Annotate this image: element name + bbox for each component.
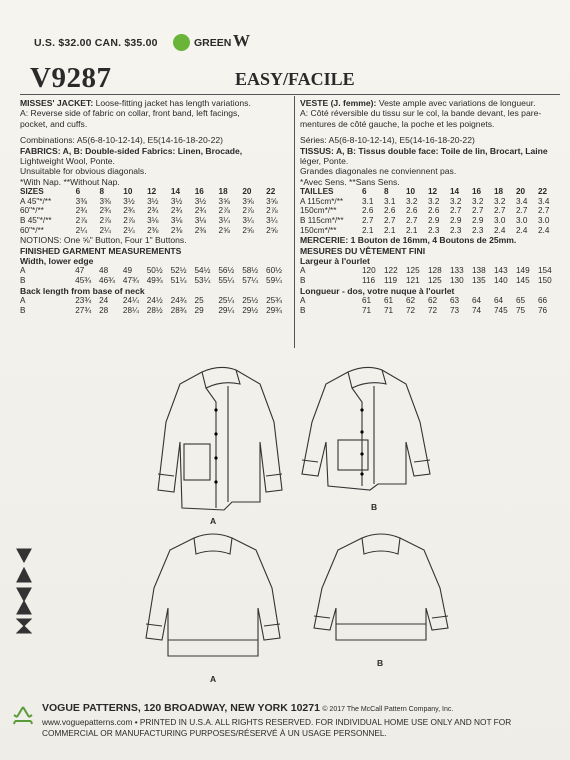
table-cell: 2⅝ (266, 225, 278, 235)
table-cell: 3.2 (494, 196, 506, 206)
fr-finished-heading: MESURES DU VÊTEMENT FINI (300, 245, 426, 256)
table-cell: 29½ (242, 305, 259, 315)
table-cell: 27¾ (75, 305, 92, 315)
column-divider (294, 96, 295, 348)
table-cell: 2.4 (538, 225, 550, 235)
cutting-symbols-icon (14, 546, 34, 636)
table-cell: 24¾ (170, 296, 187, 306)
en-back-heading: Back length from base of neck (20, 285, 145, 296)
table-cell: 2.7 (472, 206, 484, 216)
table-cell: 29¾ (266, 305, 282, 315)
table-cell: 58½ (242, 266, 259, 276)
table-row (20, 197, 290, 207)
table-cell: 3.2 (472, 196, 484, 206)
table-cell: 2.3 (428, 225, 440, 235)
table-cell: 149 (516, 266, 530, 276)
fr-desc3: mentures de côté gauche, la poche et les poignets. (300, 118, 495, 129)
table-cell: 59¼ (266, 276, 282, 286)
table-row (20, 226, 290, 236)
fr-width-table (300, 266, 560, 285)
fr-unsuitable: Grandes diagonales ne conviennent pas. (300, 166, 457, 177)
table-cell: 16 (194, 187, 204, 197)
row-label: 60"*/** (20, 225, 44, 235)
table-cell: 10 (406, 187, 416, 197)
table-cell: 2.9 (428, 216, 440, 226)
table-cell: 2.4 (494, 225, 506, 235)
table-cell: 50½ (146, 266, 163, 276)
table-cell: 66 (538, 296, 548, 306)
table-cell: 25¾ (266, 296, 282, 306)
table-cell: 3⅝ (242, 196, 254, 206)
table-cell: 3.2 (428, 196, 440, 206)
fr-back-table (300, 296, 560, 315)
table-cell: 2.1 (384, 225, 396, 235)
table-row (20, 206, 290, 216)
en-title: MISSES' JACKET: (20, 98, 94, 108)
en-desc2: A: Reverse side of fabric on collar, front band, left facings, (20, 108, 240, 119)
en-combos: Combinations: A5(6-8-10-12-14), E5(14-16-18-20-22) (20, 135, 224, 146)
table-cell: 61 (384, 296, 394, 306)
table-cell: 2⅞ (99, 216, 111, 226)
table-cell: 6 (362, 187, 367, 197)
table-cell: 14 (170, 187, 180, 197)
table-row (20, 276, 290, 286)
table-row (20, 306, 290, 316)
table-cell: 2.7 (384, 216, 396, 226)
table-cell: 2¾ (75, 206, 88, 216)
row-label: A 45"*/** (20, 196, 52, 206)
table-cell: 745 (494, 305, 508, 315)
table-cell: 25½ (242, 296, 259, 306)
header-divider (20, 94, 560, 95)
table-cell: 2.7 (450, 206, 462, 216)
table-cell: 2¼ (99, 225, 111, 235)
table-header-row (20, 187, 290, 197)
view-a-back-illustration (138, 528, 288, 668)
en-desc1: Loose-fitting jacket has length variations. (95, 98, 251, 108)
table-cell: 25 (194, 296, 204, 306)
table-cell: 3.0 (516, 216, 528, 226)
english-column (20, 98, 290, 315)
row-label: B (300, 276, 306, 286)
row-label: B 45"*/** (20, 216, 52, 226)
table-cell: 71 (362, 305, 372, 315)
table-cell: 3⅛ (170, 216, 183, 226)
footer-line-1 (42, 703, 453, 716)
fr-nap: *Avec Sens. **Sans Sens. (300, 176, 400, 187)
table-cell: 62 (406, 296, 416, 306)
table-cell: 12 (147, 187, 157, 197)
table-cell: 72 (428, 305, 438, 315)
table-cell: 49¾ (146, 276, 163, 286)
row-label: A (300, 266, 306, 276)
table-cell: 73 (450, 305, 460, 315)
table-row (300, 276, 560, 286)
price-label: U.S. $32.00 CAN. $35.00 (34, 37, 158, 49)
table-cell: 55¼ (218, 276, 235, 286)
table-cell: 133 (450, 266, 464, 276)
row-label: 60"*/** (20, 206, 44, 216)
table-cell: 2.9 (472, 216, 484, 226)
table-cell: 2¾ (170, 206, 183, 216)
table-cell: 130 (450, 276, 464, 286)
en-fabrics2: Lightweight Wool, Ponte. (20, 156, 115, 167)
view-b-label-1: B (371, 502, 378, 512)
table-cell: 3⅜ (99, 196, 111, 206)
table-row (300, 206, 560, 216)
color-letter: W (233, 31, 250, 50)
table-cell: 150 (538, 276, 552, 286)
table-row (20, 266, 290, 276)
table-cell: 3.4 (538, 196, 550, 206)
table-cell: 3⅜ (75, 196, 88, 206)
table-cell: 29 (194, 305, 204, 315)
table-cell: 154 (538, 266, 552, 276)
row-label: A 115cm*/** (300, 196, 344, 206)
table-cell: 62 (428, 296, 438, 306)
en-fabrics: FABRICS: A, B: Double-sided Fabrics: Linen, Brocade, (20, 145, 243, 156)
table-cell: 2⅜ (194, 225, 207, 235)
table-cell: 16 (472, 187, 482, 197)
table-cell: 3.2 (450, 196, 462, 206)
table-cell: 2.7 (516, 206, 528, 216)
table-cell: 2⅜ (147, 225, 159, 235)
table-row (300, 226, 560, 236)
fr-width-heading: Largeur à l'ourlet (300, 256, 370, 267)
table-row (300, 216, 560, 226)
table-cell: 2.6 (428, 206, 440, 216)
en-finished-heading: FINISHED GARMENT MEASUREMENTS (20, 245, 182, 256)
table-cell: 2⅜ (170, 225, 183, 235)
table-cell: 2.6 (384, 206, 396, 216)
view-b-label-2: B (377, 658, 384, 668)
table-cell: 8 (384, 187, 389, 197)
row-label: 150cm*/** (300, 206, 337, 216)
table-cell: 3¼ (218, 216, 230, 226)
table-cell: 28¼ (122, 305, 139, 315)
table-cell: 25¼ (218, 296, 235, 306)
fr-fabrics: TISSUS: A, B: Tissus double face: Toile de lin, Brocart, Laine (300, 145, 548, 156)
table-cell: 3.4 (516, 196, 528, 206)
table-cell: 3.1 (362, 196, 374, 206)
table-cell: 2⅝ (218, 225, 230, 235)
table-cell: 20 (516, 187, 526, 197)
table-cell: 18 (218, 187, 228, 197)
table-cell: 2¼ (75, 225, 88, 235)
table-cell: 47 (75, 266, 85, 276)
table-row (300, 306, 560, 316)
view-a-front-illustration (150, 362, 290, 522)
table-cell: 47¾ (122, 276, 139, 286)
table-cell: 53¼ (194, 276, 211, 286)
table-cell: 3.1 (384, 196, 396, 206)
table-cell: 2.7 (406, 216, 418, 226)
color-dot-icon (173, 34, 190, 51)
table-cell: 2.3 (450, 225, 462, 235)
row-label: 150cm*/** (300, 225, 337, 235)
row-label: A (20, 296, 26, 306)
table-cell: 10 (123, 187, 133, 197)
table-row (20, 216, 290, 226)
table-cell: 128 (428, 266, 442, 276)
view-a-label-2: A (210, 674, 217, 684)
table-cell: 28 (99, 305, 109, 315)
table-cell: 2.9 (450, 216, 462, 226)
table-cell: 24 (99, 296, 109, 306)
table-cell: 116 (362, 276, 376, 286)
table-cell: 46¾ (99, 276, 115, 286)
table-cell: 3.0 (538, 216, 550, 226)
table-row (300, 266, 560, 276)
table-cell: 8 (99, 187, 105, 197)
table-cell: 3⅝ (218, 196, 230, 206)
row-label: B (20, 305, 26, 315)
table-cell: 3½ (170, 196, 183, 206)
table-cell: 125 (406, 266, 420, 276)
en-nap: *With Nap. **Without Nap. (20, 176, 120, 187)
table-row (300, 296, 560, 306)
table-cell: 2.7 (494, 206, 506, 216)
table-cell: 6 (75, 187, 81, 197)
table-cell: 3.2 (406, 196, 418, 206)
table-cell: 120 (362, 266, 376, 276)
table-cell: 2.6 (406, 206, 418, 216)
table-cell: 2⅞ (242, 206, 254, 216)
table-cell: 2⅞ (266, 206, 278, 216)
table-row (300, 197, 560, 207)
table-cell: 3½ (123, 196, 135, 206)
table-cell: 64 (472, 296, 482, 306)
table-cell: 75 (516, 305, 526, 315)
table-cell: 140 (494, 276, 508, 286)
row-label: TAILLES (300, 187, 334, 197)
publisher-address: VOGUE PATTERNS, 120 BROADWAY, NEW YORK 10271 (42, 702, 320, 714)
table-row (20, 296, 290, 306)
table-cell: 2⅞ (123, 216, 135, 226)
table-cell: 48 (99, 266, 109, 276)
table-cell: 22 (266, 187, 276, 197)
table-cell: 122 (384, 266, 398, 276)
table-cell: 20 (242, 187, 252, 197)
fr-fabrics2: léger, Ponte. (300, 156, 349, 167)
en-back-table (20, 296, 290, 315)
copyright: © 2017 The McCall Pattern Company, Inc. (322, 706, 454, 713)
table-cell: 49 (122, 266, 132, 276)
table-cell: 2.1 (362, 225, 374, 235)
table-cell: 3⅛ (194, 216, 207, 226)
fr-combos: Séries: A5(6-8-10-12-14), E5(14-16-18-20-22) (300, 135, 475, 146)
table-cell: 3⅝ (266, 196, 278, 206)
table-cell: 2⅝ (242, 225, 254, 235)
table-cell: 2¾ (123, 206, 135, 216)
en-notions: NOTIONS: One ⅝" Button, Four 1" Buttons. (20, 235, 187, 246)
en-unsuitable: Unsuitable for obvious diagonals. (20, 166, 147, 177)
table-cell: 52½ (170, 266, 187, 276)
table-cell: 51¼ (170, 276, 187, 286)
table-cell: 22 (538, 187, 548, 197)
table-cell: 63 (450, 296, 460, 306)
table-cell: 3½ (147, 196, 159, 206)
table-cell: 135 (472, 276, 486, 286)
table-cell: 54½ (194, 266, 211, 276)
pattern-number: V9287 (30, 62, 112, 94)
table-cell: 125 (428, 276, 442, 286)
fr-desc2: A: Côté réversible du tissu sur le col, la bande devant, les pare- (300, 108, 542, 119)
table-cell: 45¾ (75, 276, 92, 286)
table-cell: 2¾ (147, 206, 159, 216)
fr-yardage-table (300, 187, 560, 235)
en-width-table (20, 266, 290, 285)
table-cell: 119 (384, 276, 398, 286)
row-label: B (20, 276, 26, 286)
table-cell: 138 (472, 266, 486, 276)
table-cell: 28½ (146, 305, 163, 315)
table-cell: 76 (538, 305, 548, 315)
table-cell: 3⅛ (147, 216, 159, 226)
french-column (300, 98, 562, 315)
table-cell: 2¾ (99, 206, 111, 216)
color-name: GREEN (194, 37, 232, 49)
table-cell: 3½ (194, 196, 207, 206)
fr-notions: MERCERIE: 1 Bouton de 16mm, 4 Boutons de 25mm. (300, 235, 517, 246)
table-cell: 64 (494, 296, 504, 306)
fr-title: VESTE (J. femme): (300, 98, 377, 108)
table-cell: 29¼ (218, 305, 235, 315)
table-cell: 18 (494, 187, 504, 197)
table-cell: 28¾ (170, 305, 187, 315)
recycle-icon (10, 704, 36, 730)
fr-back-heading: Longueur - dos, votre nuque à l'ourlet (300, 285, 455, 296)
table-cell: 24½ (146, 296, 163, 306)
footer-line-2: www.voguepatterns.com • PRINTED IN U.S.A. ALL RIGHTS RESERVED. FOR INDIVIDUAL HOME USE ONLY AND NOT FOR (42, 717, 512, 727)
table-cell: 56½ (218, 266, 235, 276)
table-cell: 2.7 (538, 206, 550, 216)
en-width-heading: Width, lower edge (20, 256, 94, 267)
view-b-front-illustration (296, 362, 436, 512)
table-cell: 65 (516, 296, 526, 306)
footer-line-3: COMMERCIAL OR MANUFACTURING PURPOSES/RÉSERVÉ À UN USAGE PERSONNEL. (42, 728, 387, 738)
table-cell: 23¾ (75, 296, 92, 306)
table-cell: 24¼ (122, 296, 139, 306)
table-cell: 2⅞ (75, 216, 88, 226)
fr-desc1: Veste ample avec variations de longueur. (378, 98, 536, 108)
difficulty-level: EASY/FACILE (235, 69, 355, 89)
table-cell: 2.4 (516, 225, 528, 235)
table-cell: 121 (406, 276, 420, 286)
row-label: B (300, 305, 306, 315)
view-a-label-1: A (210, 516, 217, 526)
table-cell: 74 (472, 305, 482, 315)
table-cell: 145 (516, 276, 530, 286)
table-cell: 3¼ (242, 216, 254, 226)
table-cell: 71 (384, 305, 394, 315)
table-cell: 143 (494, 266, 508, 276)
en-desc3: pocket, and cuffs. (20, 118, 88, 129)
table-cell: 3.0 (494, 216, 506, 226)
table-cell: 2¼ (123, 225, 135, 235)
table-cell: 57¼ (242, 276, 259, 286)
table-cell: 2⅞ (218, 206, 230, 216)
table-cell: 2.6 (362, 206, 374, 216)
table-cell: 14 (450, 187, 460, 197)
table-cell: 2.1 (406, 225, 418, 235)
en-yardage-table (20, 187, 290, 235)
table-cell: 60½ (266, 266, 282, 276)
table-cell: 2¾ (194, 206, 207, 216)
row-label: B 115cm*/** (300, 216, 344, 226)
view-b-back-illustration (306, 528, 456, 648)
table-cell: 61 (362, 296, 372, 306)
table-cell: 72 (406, 305, 416, 315)
table-cell: 2.3 (472, 225, 484, 235)
table-cell: 2.7 (362, 216, 374, 226)
table-cell: 3¼ (266, 216, 278, 226)
table-header-row (300, 187, 560, 197)
row-label: SIZES (20, 187, 44, 197)
table-cell: 12 (428, 187, 438, 197)
row-label: A (300, 296, 306, 306)
row-label: A (20, 266, 26, 276)
